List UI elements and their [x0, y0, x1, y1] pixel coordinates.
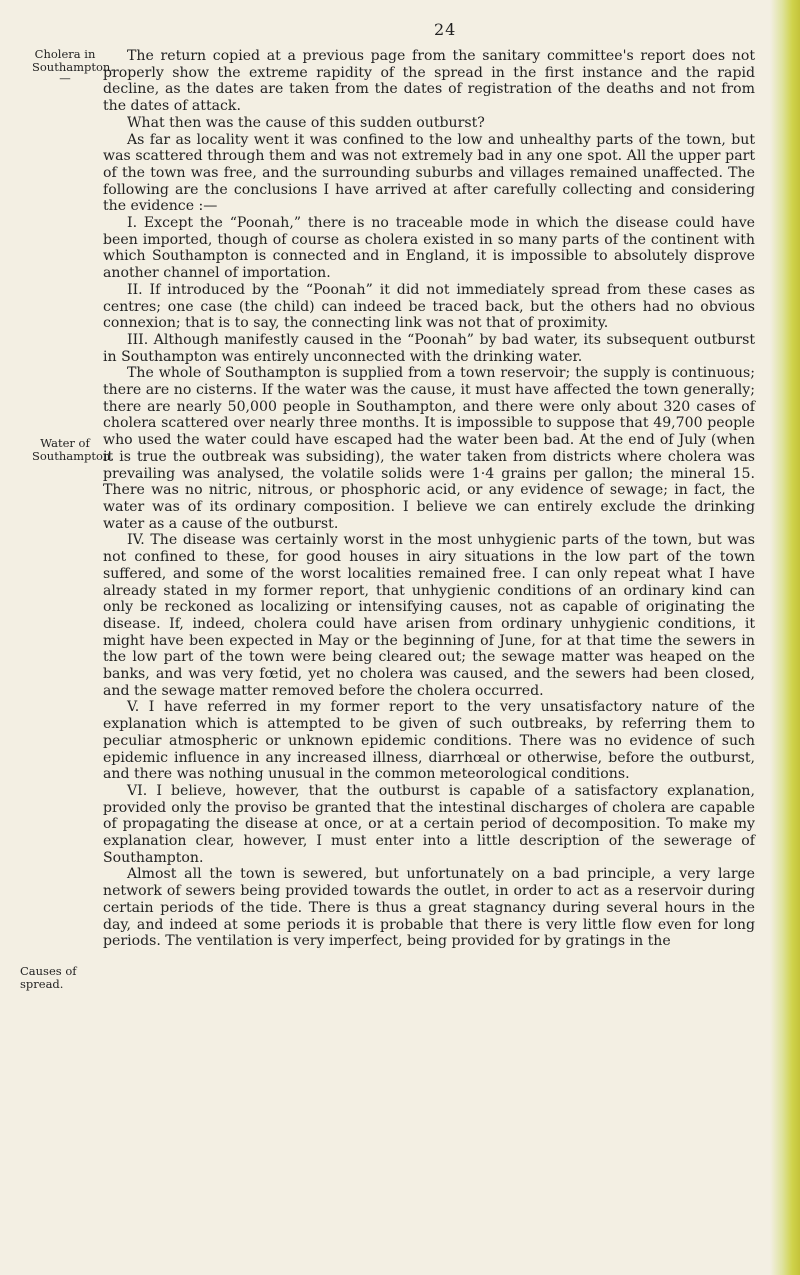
paragraph: The whole of Southampton is supplied from a town reservoir; the supply is continuous; there are no cisterns. If the water was the cause, it must have affected the town generally; there are nearly 50,000 people in Southampton, and there were only about 320 cases of cholera scattered over nearly three months. It is impossible to suppose that 49,700 people who used the water could have escaped had the water been bad. At the end of July (when it is true the outbreak was subsiding), the water taken from districts where cholera was prevailing was analysed, the volatile solids were 1·4 grains per gallon; the mineral 15. There was no nitric, nitrous, or phosphoric acid, or any evidence of sewage; in fact, the water was of its ordinary composition. I believe we can entirely exclude the drinking water as a cause of the outburst.	[103, 365, 755, 532]
paragraph: VI. I believe, however, that the outburst is capable of a satisfactory explanation, provided only the proviso be granted that the intestinal discharges of cholera are capable of propagating the disease at once, or at a certain period of decomposition. To make my explanation clear, however, I must enter into a little description of the sewerage of Southampton.	[103, 782, 755, 866]
paragraph: The return copied at a previous page from the sanitary committee's report does not properly show the extreme rapidity of the spread in the first instance and the rapid decline, as the dates are taken from the dates of registration of the deaths and not from the dates of attack.	[103, 48, 755, 115]
paragraph: I. Except the “Poonah,” there is no traceable mode in which the disease could have been imported, though of course as cholera existed in so many parts of the continent with which Southampton is connected and in England, it is impossible to absolutely disprove another channel of importation.	[103, 215, 755, 282]
margin-note-causes	[20, 965, 120, 991]
margin-note-line: Water of	[40, 436, 90, 450]
margin-note-water	[32, 436, 114, 463]
paragraph: II. If introduced by the “Poonah” it did not immediately spread from these cases as centres; one case (the child) can indeed be traced back, but the others had no obvious connexion; that is to say, the connecting link was not that of proximity.	[103, 281, 755, 332]
page-number: 24	[434, 20, 457, 39]
margin-note-line: Causes of spread.	[20, 964, 77, 991]
page-edge	[770, 0, 800, 1275]
margin-note-line: Southampton.	[32, 449, 114, 463]
margin-note-line: Cholera in	[34, 47, 96, 61]
paragraph: IV. The disease was certainly worst in the most unhygienic parts of the town, but was not confined to these, for good houses in airy situations in the low part of the town suffered, and some of the worst localities remained free. I can only repeat what I have already stated in my former report, that unhygienic conditions of an ordinary kind can only be reckoned as localizing or intensifying causes, not as capable of originating the disease. If, indeed, cholera could have arisen from ordinary unhygienic conditions, it might have been expected in May or the beginning of June, for at that time the sewers in the low part of the town were being cleared out; the sewage matter was heaped on the banks, and was very fœtid, yet no cholera was caused, and the sewers had been closed, and the sewage matter removed before the cholera occurred.	[103, 532, 755, 699]
margin-note-line: Southampton.	[32, 60, 114, 74]
paragraph: V. I have referred in my former report to the very unsatisfactory nature of the explanation which is attempted to be given of such outbreaks, by referring them to peculiar atmospheric or unknown epidemic conditions. There was no evidence of such epidemic influence in any increased illness, diarrhœal or otherwise, before the outburst, and there was nothing unusual in the common meteorological conditions.	[103, 699, 755, 783]
margin-note-cholera	[32, 47, 114, 85]
paragraph: Almost all the town is sewered, but unfortunately on a bad principle, a very large network of sewers being provided towards the outlet, in order to act as a reservoir during certain periods of the tide. There is thus a great stagnancy during several hours in the day, and indeed at some periods it is probable that there is very little flow even for long periods. The ventilation is very imperfect, being provided for by gratings in the	[103, 866, 755, 950]
paragraph: What then was the cause of this sudden outburst?	[127, 114, 485, 131]
margin-note-dash: —	[59, 71, 71, 85]
paragraph: As far as locality went it was confined to the low and unhealthy parts of the town, but was scattered through them and was not extremely bad in any one spot. All the upper part of the town was free, and the surrounding suburbs and villages remained unaffected. The following are the conclusions I have arrived at after carefully collecting and considering the evidence :—	[103, 131, 755, 215]
body-text	[103, 48, 755, 950]
paragraph: III. Although manifestly caused in the “Poonah” by bad water, its subsequent outburst in Southampton was entirely unconnected with the drinking water.	[103, 331, 755, 365]
